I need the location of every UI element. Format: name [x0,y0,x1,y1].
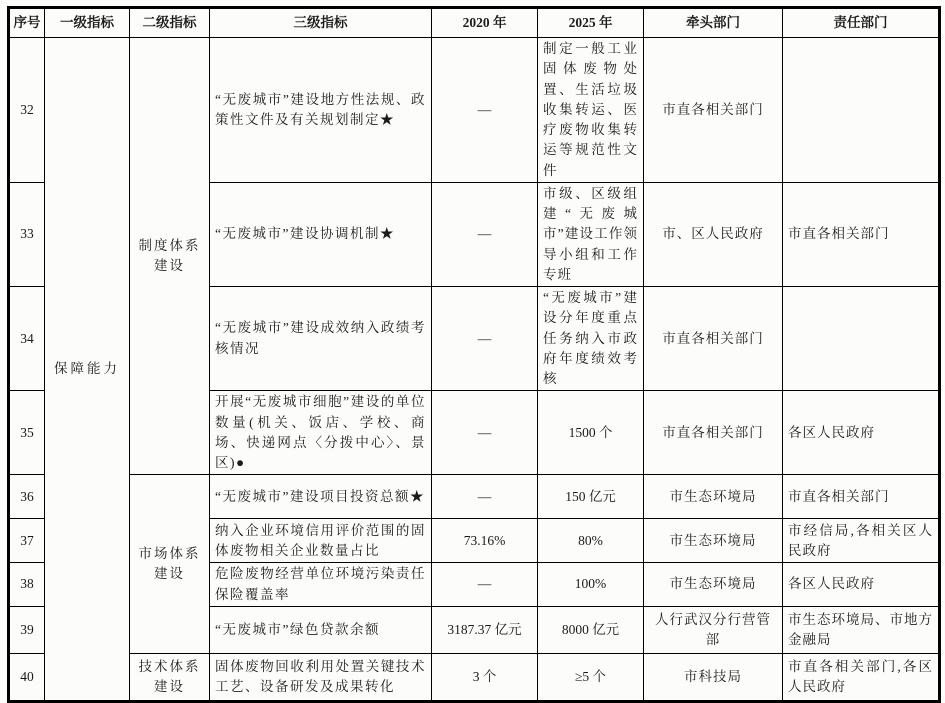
header-serial: 序号 [9,8,45,38]
resp-dept-cell: 各区人民政府 [783,391,940,475]
indicator-table [7,6,941,703]
target-2025-cell: 1500 个 [538,391,644,475]
serial-cell: 35 [9,391,45,475]
indicator-cell: “无废城市”建设地方性法规、政策性文件及有关规划制定★ [210,38,432,183]
resp-dept-cell: 市生态环境局、市地方金融局 [783,606,940,653]
level2-cell-system: 制度体系建设 [130,38,210,475]
target-2020-cell: 73.16% [432,519,538,563]
lead-dept-cell: 市直各相关部门 [644,287,783,391]
target-2025-cell: 150 亿元 [538,475,644,519]
target-2020-cell: — [432,182,538,286]
target-2025-cell: ≥5 个 [538,653,644,701]
lead-dept-cell: 市直各相关部门 [644,38,783,183]
resp-dept-cell [783,38,940,183]
indicator-cell: “无废城市”建设协调机制★ [210,182,432,286]
target-2025-cell: “无废城市”建设分年度重点任务纳入市政府年度绩效考核 [538,287,644,391]
lead-dept-cell: 市生态环境局 [644,475,783,519]
serial-cell: 34 [9,287,45,391]
target-2020-cell: — [432,391,538,475]
target-2020-cell: — [432,475,538,519]
header-level1: 一级指标 [45,8,130,38]
target-2020-cell: — [432,563,538,607]
serial-cell: 37 [9,519,45,563]
serial-cell: 38 [9,563,45,607]
resp-dept-cell: 市直各相关部门,各区人民政府 [783,653,940,701]
table-row [9,38,940,183]
lead-dept-cell: 市生态环境局 [644,563,783,607]
lead-dept-cell: 市、区人民政府 [644,182,783,286]
indicator-cell: “无废城市”绿色贷款余额 [210,606,432,653]
lead-dept-cell: 人行武汉分行营管部 [644,606,783,653]
target-2020-cell: — [432,38,538,183]
indicator-cell: 纳入企业环境信用评价范围的固体废物相关企业数量占比 [210,519,432,563]
header-row [9,8,940,38]
indicator-cell: “无废城市”建设成效纳入政绩考核情况 [210,287,432,391]
target-2025-cell: 80% [538,519,644,563]
resp-dept-cell: 各区人民政府 [783,563,940,607]
indicator-cell: 危险废物经营单位环境污染责任保险覆盖率 [210,563,432,607]
level2-cell-tech: 技术体系建设 [130,653,210,701]
level2-cell-market: 市场体系建设 [130,475,210,654]
indicator-cell: “无废城市”建设项目投资总额★ [210,475,432,519]
serial-cell: 40 [9,653,45,701]
indicator-cell: 固体废物回收利用处置关键技术工艺、设备研发及成果转化 [210,653,432,701]
header-lead-dept: 牵头部门 [644,8,783,38]
indicator-cell: 开展“无废城市细胞”建设的单位数量(机关、饭店、学校、商场、快递网点〈分拨中心〉、景区)● [210,391,432,475]
header-2020: 2020 年 [432,8,538,38]
resp-dept-cell: 市直各相关部门 [783,182,940,286]
target-2025-cell: 8000 亿元 [538,606,644,653]
target-2020-cell: 3187.37 亿元 [432,606,538,653]
serial-cell: 36 [9,475,45,519]
serial-cell: 33 [9,182,45,286]
target-2020-cell: — [432,287,538,391]
serial-cell: 32 [9,38,45,183]
header-2025: 2025 年 [538,8,644,38]
lead-dept-cell: 市生态环境局 [644,519,783,563]
level1-cell: 保障能力 [45,38,130,702]
table-row [9,653,940,701]
table-row [9,475,940,519]
resp-dept-cell [783,287,940,391]
target-2025-cell: 市级、区级组建“无废城市”建设工作领导小组和工作专班 [538,182,644,286]
target-2020-cell: 3 个 [432,653,538,701]
target-2025-cell: 100% [538,563,644,607]
header-resp-dept: 责任部门 [783,8,940,38]
header-level2: 二级指标 [130,8,210,38]
header-level3: 三级指标 [210,8,432,38]
serial-cell: 39 [9,606,45,653]
resp-dept-cell: 市直各相关部门 [783,475,940,519]
target-2025-cell: 制定一般工业固体废物处置、生活垃圾收集转运、医疗废物收集转运等规范性文件 [538,38,644,183]
resp-dept-cell: 市经信局,各相关区人民政府 [783,519,940,563]
lead-dept-cell: 市科技局 [644,653,783,701]
lead-dept-cell: 市直各相关部门 [644,391,783,475]
